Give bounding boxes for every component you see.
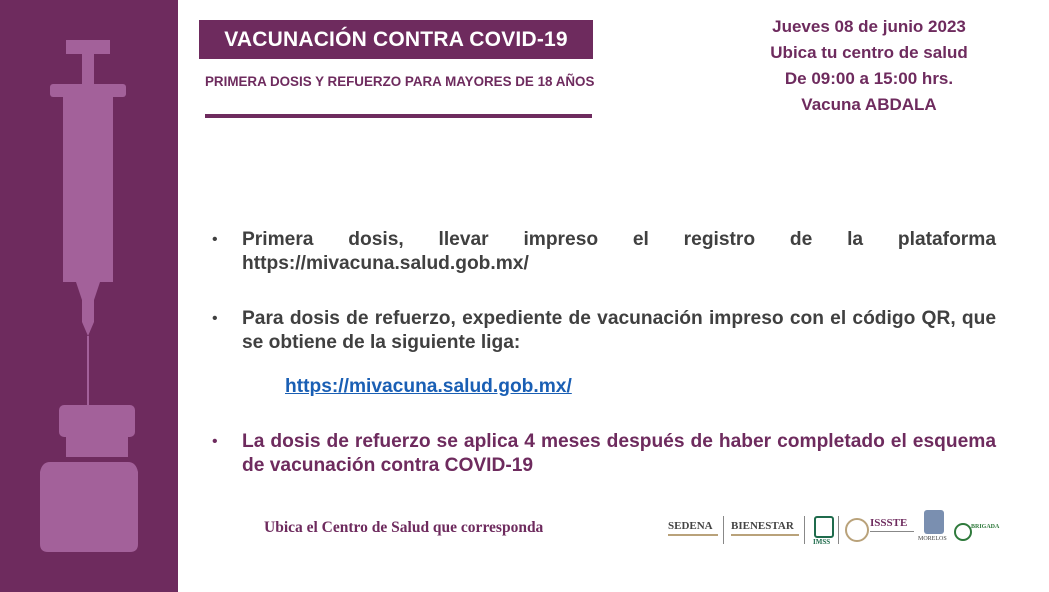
bullet-icon: •	[212, 433, 218, 450]
plunger-rod-shape	[82, 54, 94, 84]
sedena-logo: SEDENA	[668, 520, 713, 532]
bienestar-underline-shape	[731, 534, 799, 536]
list-item	[212, 228, 996, 276]
vial-neck-shape	[66, 437, 128, 457]
header-divider	[205, 114, 592, 118]
vial-body-shape	[40, 462, 138, 552]
logo-divider	[723, 516, 724, 544]
page-subtitle: PRIMERA DOSIS Y REFUERZO PARA MAYORES DE 18 AÑOS	[205, 74, 595, 89]
plunger-cap-shape	[66, 40, 110, 54]
logo-divider	[804, 516, 805, 544]
needle-shape	[87, 336, 89, 406]
logo-divider	[838, 516, 839, 544]
syringe-hub-shape	[82, 300, 94, 322]
bullet-icon: •	[212, 310, 218, 327]
issste-emblem-icon	[845, 518, 869, 542]
list-item	[212, 430, 996, 478]
brigada-logo: BRIGADA	[971, 524, 1000, 530]
sidebar-panel	[0, 0, 178, 592]
event-hours: De 09:00 a 15:00 hrs.	[784, 69, 954, 88]
morelos-logo: MORELOS	[918, 536, 947, 542]
syringe-neck-shape	[76, 282, 100, 300]
footer-note: Ubica el Centro de Salud que corresponda	[264, 519, 544, 536]
page-title: VACUNACIÓN CONTRA COVID-19	[199, 20, 593, 59]
list-item	[212, 307, 996, 355]
syringe-vial-illustration	[0, 0, 178, 592]
syringe-tip-shape	[82, 322, 94, 336]
sedena-underline-shape	[668, 534, 718, 536]
bullet-icon: •	[212, 231, 218, 248]
requirements-list	[212, 228, 996, 478]
booster-timing-text: La dosis de refuerzo se aplica 4 meses después de haber completado el esquema de vacunación contra COVID-19	[242, 431, 996, 476]
syringe-barrel-shape	[63, 97, 113, 282]
morelos-emblem-icon	[924, 510, 944, 534]
link-line	[212, 375, 996, 399]
institution-logos	[666, 508, 1016, 550]
booster-text: Para dosis de refuerzo, expediente de vacunación impreso con el código QR, que se obtiene de la siguiente liga:	[242, 308, 996, 353]
bienestar-logo: BIENESTAR	[731, 520, 794, 532]
first-dose-text: Primera dosis, llevar impreso el registro de la plataforma https://mivacuna.salud.gob.mx/	[242, 229, 996, 274]
vial-cap-shape	[59, 405, 135, 437]
event-info	[748, 14, 990, 118]
event-location-note: Ubica tu centro de salud	[770, 43, 968, 62]
brigada-emblem-icon	[954, 523, 972, 541]
issste-underline-shape	[870, 531, 914, 532]
event-vaccine: Vacuna ABDALA	[801, 95, 937, 114]
syringe-flange-shape	[50, 84, 126, 97]
imss-logo: IMSS	[813, 538, 831, 546]
imss-emblem-icon	[814, 516, 834, 538]
mivacuna-link[interactable]: https://mivacuna.salud.gob.mx/	[285, 376, 572, 397]
issste-logo: ISSSTE	[870, 517, 908, 529]
event-date: Jueves 08 de junio 2023	[772, 17, 966, 36]
